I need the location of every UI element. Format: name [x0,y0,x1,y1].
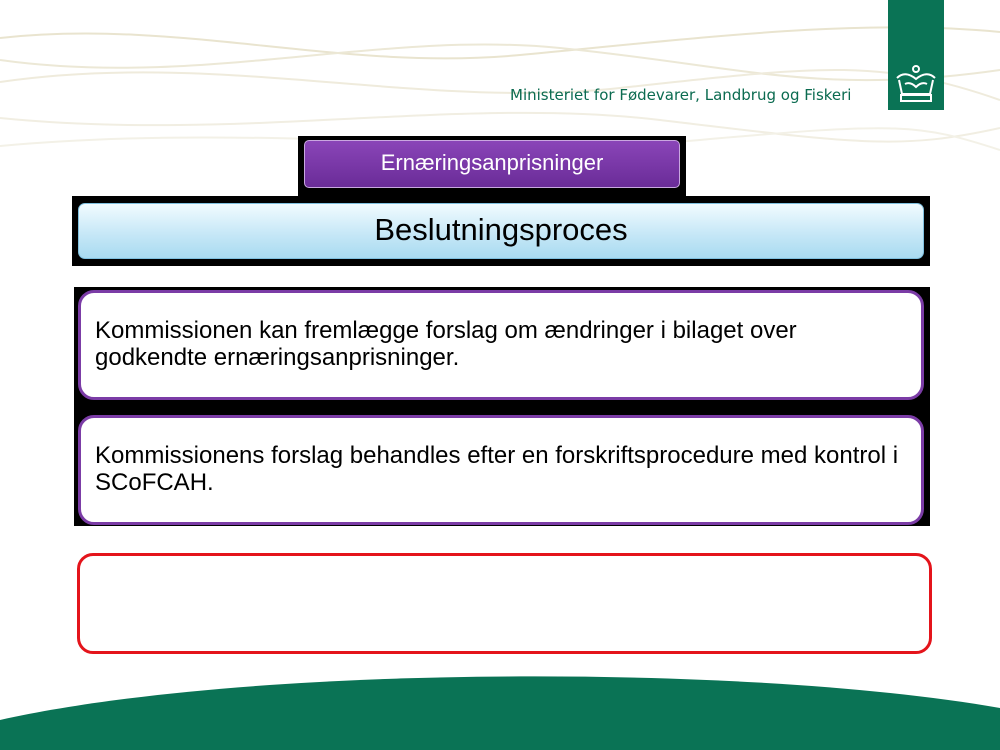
ministry-name: Ministeriet for Fødevarer, Landbrug og Fiskeri [510,86,852,104]
empty-highlight-box [77,553,932,654]
slide-title: Beslutningsproces [78,203,924,259]
ministry-logo [888,0,944,110]
content-card-1: Kommissionen kan fremlægge forslag om ændringer i bilaget over godkendte ernæringsanprisninger. [78,290,924,400]
footer-green-band [0,660,1000,750]
topic-tab: Ernæringsanprisninger [304,140,680,188]
crown-icon [893,64,939,104]
content-card-2: Kommissionens forslag behandles efter en forskriftsprocedure med kontrol i SCoFCAH. [78,415,924,525]
